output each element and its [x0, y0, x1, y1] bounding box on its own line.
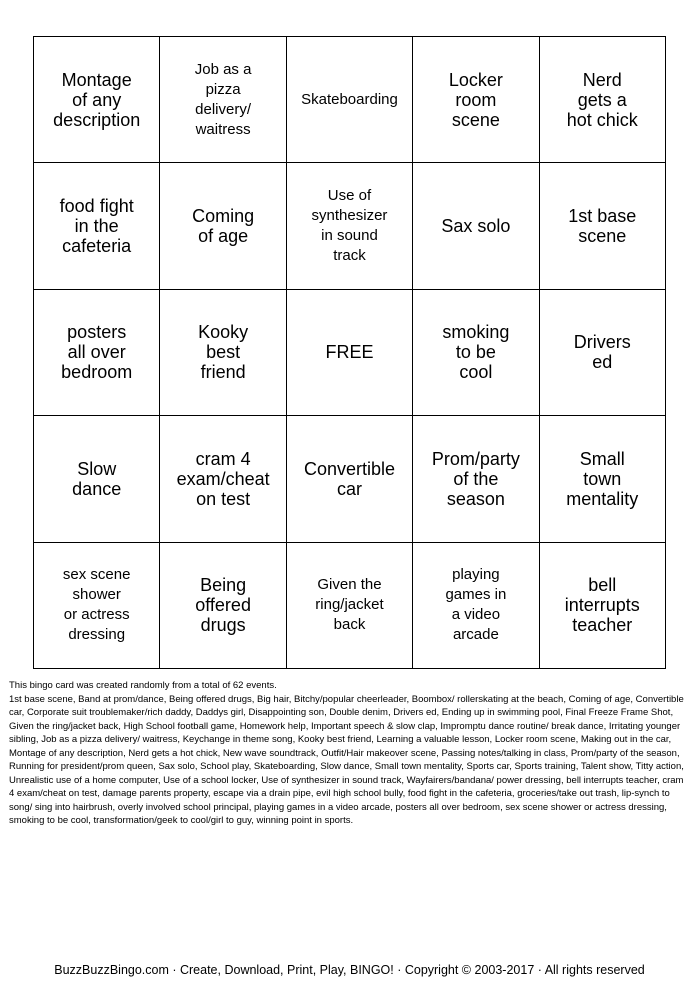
bingo-cell: [34, 290, 160, 416]
card-info-events: 1st base scene, Band at prom/dance, Being offered drugs, Big hair, Bitchy/popular cheerleader, Boombox/ rollerskating at the beach, Coming of age, Convertible car, Corporate suit troublemaker/rich daddy, Daddys girl, Disappointing son, Double denim, Drivers ed, Ending up in swimming pool, Final Freeze Frame Shot, Given the ring/jacket back, High School football game, Homework help, Important speech & slow clap, Impromptu dance routine/ break dance, Irritating younger sibling, Job as a pizza delivery/ waitress, Keychange in theme song, Kooky best friend, Learning a valuable lesson, Locker room scene, Making out in the car, Montage of any description, Nerd gets a hot chick, New wave soundtrack, Outfit/Hair makeover scene, Passing notes/talking in class, Prom/party of the season, Running for president/prom queen, Sax solo, School play, Skateboarding, Slow dance, Small town mentality, Sports car, Sports training, Talent show, Titty action, Unrealistic use of a home computer, Use of a school locker, Use of synthesizer in sound track, Wayfairers/bandana/ power dressing, bell interrupts teacher, cram 4 exam/cheat on test, damage parents property, escape via a drain pipe, evil high school bully, food fight in the cafeteria, groceries/take out trash, lip-synch to song/ sing into hairbrush, overly involved school principal, playing games in a video arcade, posters all over bedroom, sex scene shower or actress dressing, smoking to be cool, transformation/geek to cool/girl to guy, winning point in sports.: [9, 693, 684, 826]
bingo-cell: [540, 543, 666, 669]
bingo-cell: [287, 416, 413, 542]
bingo-cell: [413, 416, 539, 542]
bingo-cell: [34, 37, 160, 163]
bingo-cell-text: Coming of age: [192, 206, 255, 247]
bingo-cell-text: 1st base scene: [568, 206, 637, 247]
bingo-cell: [287, 543, 413, 669]
bingo-cell-text: Convertible car: [303, 458, 396, 499]
footer-copyright: BuzzBuzzBingo.com · Create, Download, Print, Play, BINGO! · Copyright © 2003-2017 · All rights reserved: [54, 963, 645, 977]
bingo-cell-text: Kooky best friend: [198, 322, 249, 383]
bingo-cell: [413, 37, 539, 163]
bingo-cell: [413, 290, 539, 416]
bingo-cell: [287, 37, 413, 163]
bingo-cell: [34, 416, 160, 542]
bingo-cell-text: Small town mentality: [566, 448, 639, 509]
bingo-cell-text: Montage of any description: [53, 69, 141, 130]
bingo-cell-text: cram 4 exam/cheat on test: [176, 448, 270, 509]
bingo-cell-text: bell interrupts teacher: [564, 575, 640, 636]
bingo-cell-text: Being offered drugs: [195, 575, 251, 636]
bingo-cell-text: Slow dance: [72, 458, 122, 499]
bingo-cell-text: Nerd gets a hot chick: [566, 69, 638, 130]
bingo-cell: [34, 163, 160, 289]
bingo-cell-text: posters all over bedroom: [61, 322, 133, 383]
bingo-cell: [160, 37, 286, 163]
bingo-cell-text: Drivers ed: [573, 332, 631, 373]
bingo-cell: [160, 416, 286, 542]
bingo-cell-text: smoking to be cool: [442, 322, 510, 383]
bingo-cell: [413, 163, 539, 289]
bingo-cell-text: Job as a pizza delivery/ waitress: [194, 60, 252, 138]
bingo-cell-text: Skateboarding: [301, 90, 398, 108]
card-info: [9, 679, 691, 828]
bingo-cell: [160, 163, 286, 289]
bingo-cell-text: Given the ring/jacket back: [315, 576, 384, 634]
bingo-grid: [33, 36, 666, 669]
bingo-cell-text: Use of synthesizer in sound track: [311, 187, 388, 265]
bingo-cell-text: sex scene shower or actress dressing: [62, 566, 131, 644]
bingo-cell: [413, 543, 539, 669]
bingo-cell-text: food fight in the cafeteria: [59, 196, 134, 257]
bingo-cell: [540, 290, 666, 416]
bingo-cell-text: Prom/party of the season: [431, 448, 520, 509]
bingo-cell-text: playing games in a video arcade: [445, 566, 507, 644]
card-info-intro: This bingo card was created randomly from a total of 62 events.: [9, 680, 277, 691]
bingo-cell: [34, 543, 160, 669]
bingo-cell: [160, 543, 286, 669]
bingo-cell-text: Sax solo: [441, 216, 511, 237]
bingo-cell: [287, 163, 413, 289]
bingo-cell-text: FREE: [325, 342, 374, 363]
bingo-cell: [540, 37, 666, 163]
bingo-cell-text: Locker room scene: [448, 69, 503, 130]
bingo-cell: [540, 163, 666, 289]
bingo-cell: [540, 416, 666, 542]
bingo-cell: [160, 290, 286, 416]
bingo-cell-free: [287, 290, 413, 416]
